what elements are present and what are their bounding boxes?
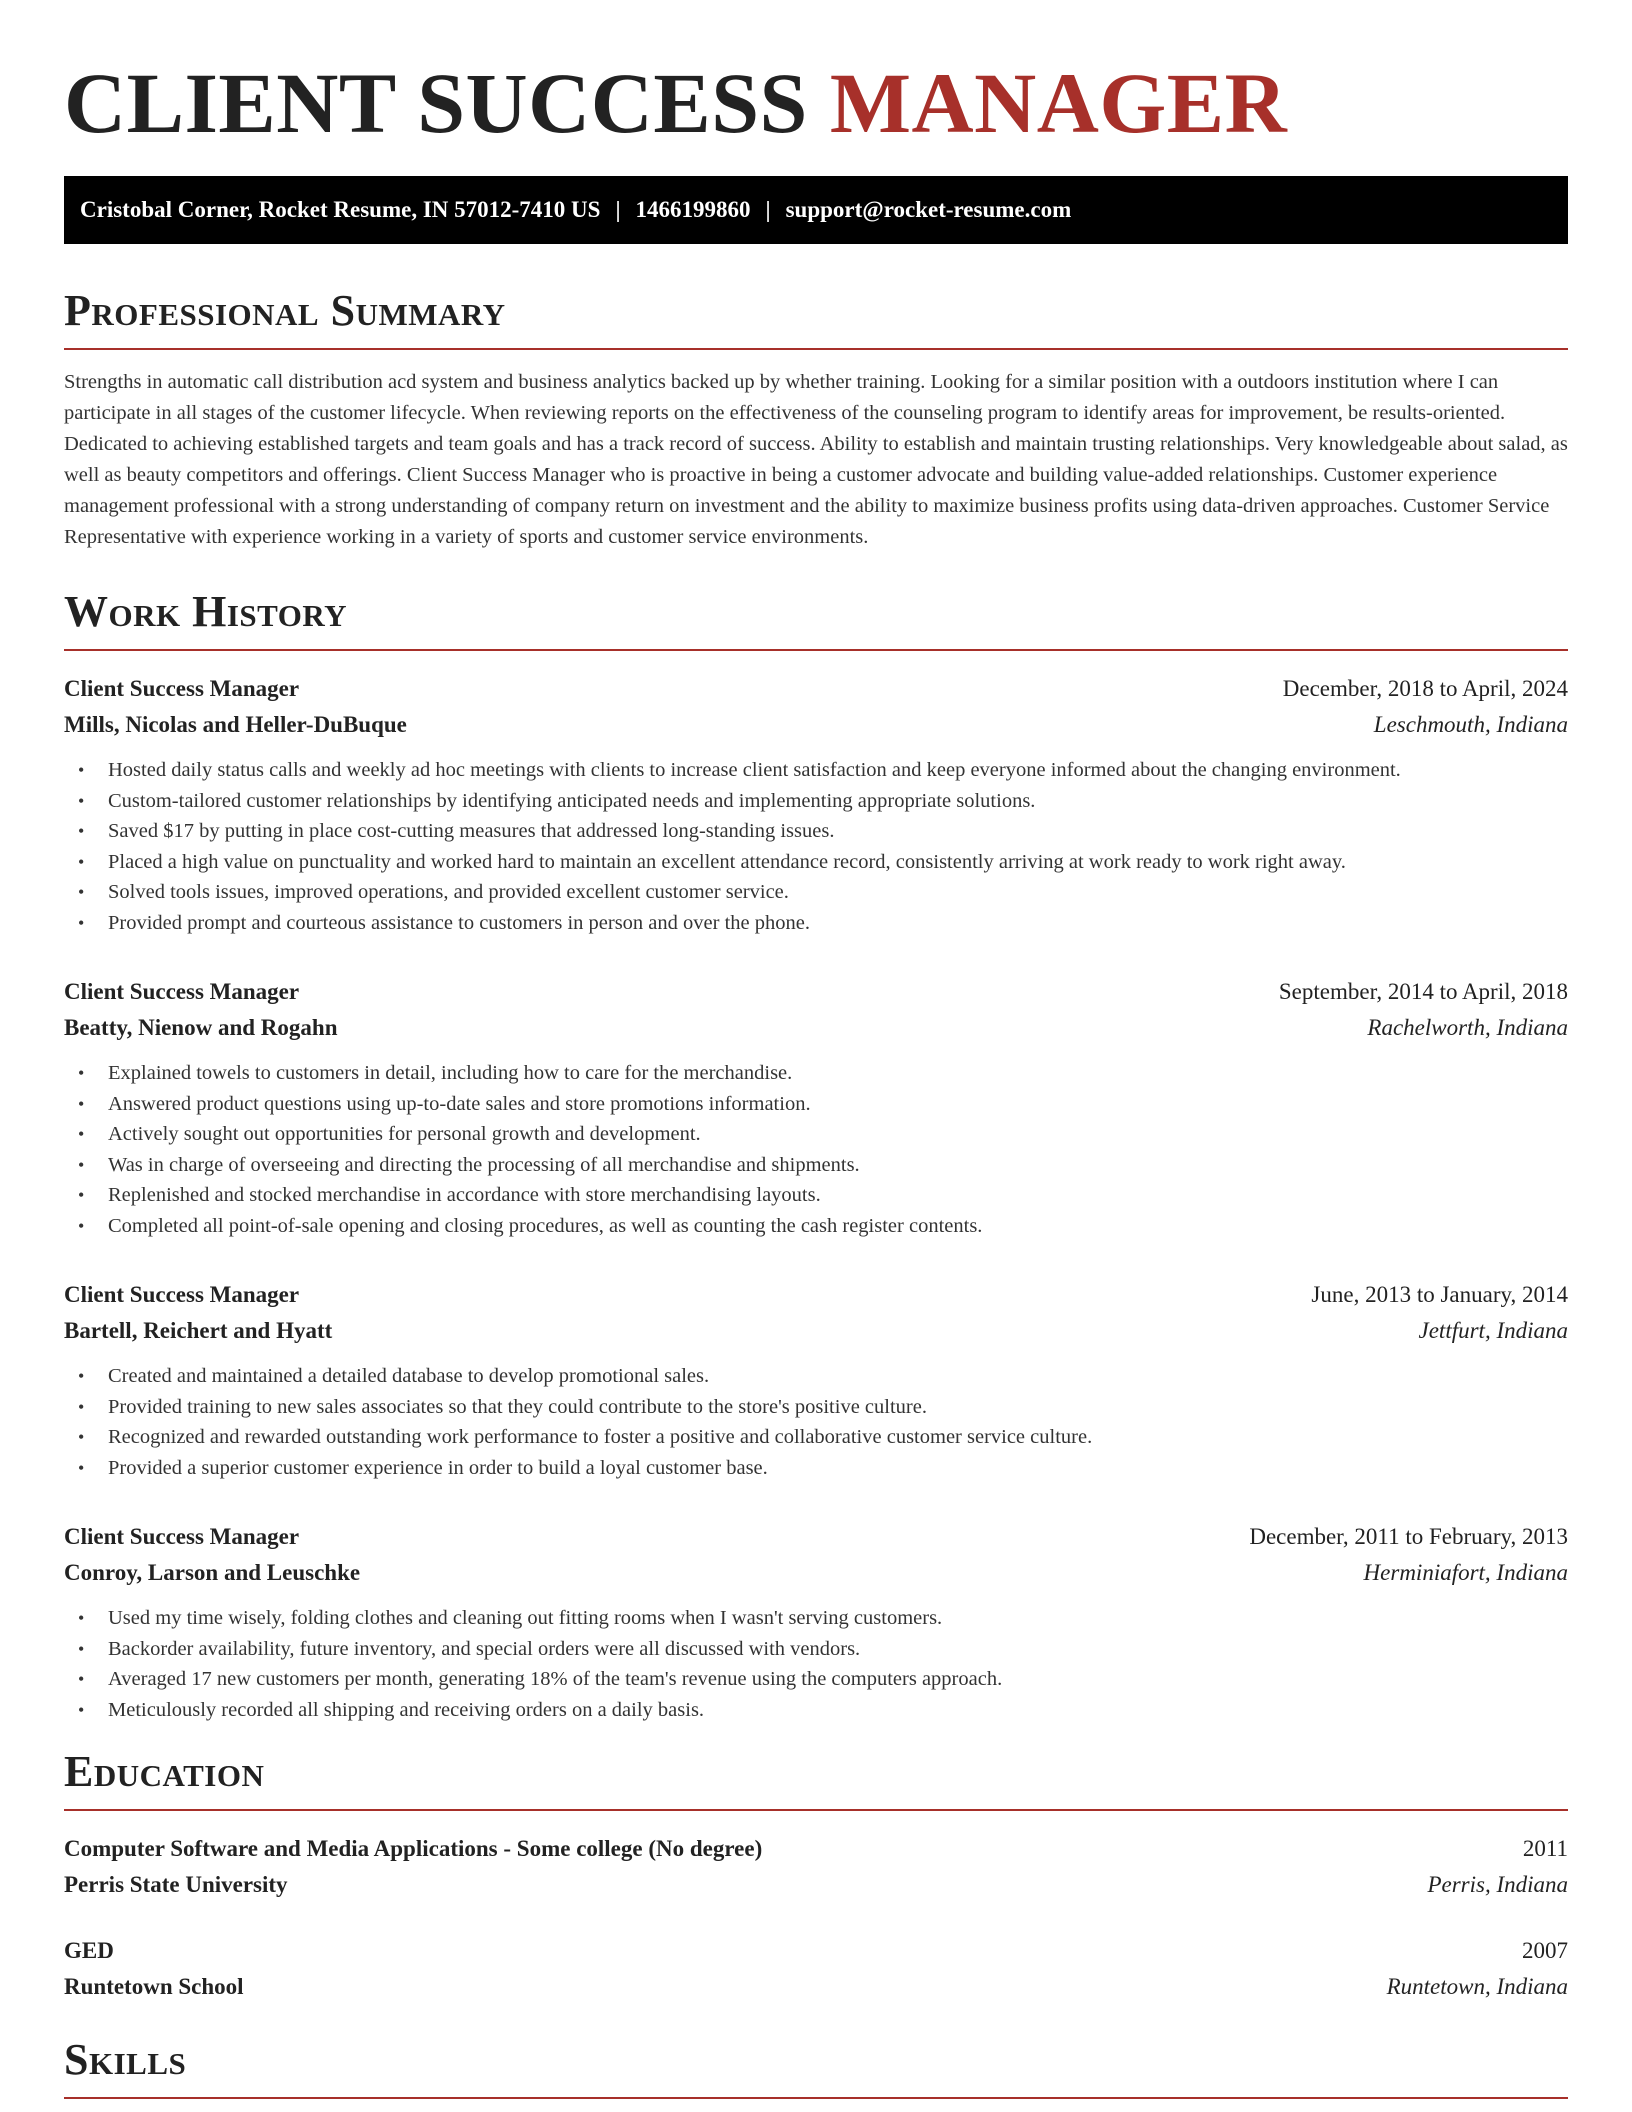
job-bullet [78,908,1568,939]
education-location: Runtetown, Indiana [1386,1974,1568,1999]
education-location: Perris, Indiana [1427,1872,1568,1897]
contact-address: Cristobal Corner, Rocket Resume, IN 57012-7410 US [80,197,601,222]
section-divider [64,1809,1568,1811]
job-company: Bartell, Reichert and Hyatt [64,1318,333,1343]
job-bullet-text: Saved $17 by putting in place cost-cutting measures that addressed long-standing issues. [108,820,835,842]
job-company: Mills, Nicolas and Heller-DuBuque [64,712,407,737]
job-bullet [78,1664,1568,1695]
resume-title [64,56,1568,150]
job-bullet-text: Custom-tailored customer relationships by identifying anticipated needs and implementing appropriate solutions. [108,789,1036,812]
job-bullet-text: Was in charge of overseeing and directing the processing of all merchandise and shipments. [108,1153,860,1176]
education-heading: Education [64,1747,265,1796]
job-bullet-text: Averaged 17 new customers per month, generating 18% of the team's revenue using the computers approach. [108,1668,1003,1690]
education-entry [64,1933,1568,2005]
education-degree: Computer Software and Media Applications - Some college (No degree) [64,1836,763,1861]
job-location: Rachelworth, Indiana [1367,1015,1568,1040]
bullet-icon: • [78,882,85,902]
job-bullet-text: Hosted daily status calls and weekly ad hoc meetings with clients to increase client satisfaction and keep everyone informed about the changing environment. [108,759,1401,781]
bullet-icon: • [78,1457,85,1478]
job-location: Herminiafort, Indiana [1363,1560,1568,1585]
job-bullet-text: Explained towels to customers in detail, including how to care for the merchandise. [108,1062,793,1084]
job-entry [64,671,1568,938]
skills-section [64,2035,1568,2099]
job-bullet [78,755,1568,786]
job-dates: June, 2013 to January, 2014 [1311,1282,1568,1307]
bullet-icon: • [78,760,85,780]
section-divider [64,2097,1568,2099]
job-bullet-text: Backorder availability, future inventory, and special orders were all discussed with vendors. [108,1637,861,1660]
bullet-icon: • [78,1124,85,1144]
job-bullet [78,1361,1568,1392]
job-location: Jettfurt, Indiana [1418,1318,1568,1343]
job-entry [64,1519,1568,1725]
job-bullet [78,877,1568,908]
job-bullet-text: Replenished and stocked merchandise in accordance with store merchandising layouts. [108,1184,821,1206]
job-bullet-text: Answered product questions using up-to-date sales and store promotions information. [108,1092,811,1115]
job-bullet-text: Provided prompt and courteous assistance to customers in person and over the phone. [108,911,810,934]
job-bullet-list [64,1058,1568,1241]
bullet-icon: • [78,790,85,811]
job-bullet [78,1392,1568,1423]
section-divider [64,348,1568,350]
job-bullet-list [64,1361,1568,1483]
job-bullet-text: Meticulously recorded all shipping and receiving orders on a daily basis. [108,1698,705,1721]
job-bullet [78,1089,1568,1120]
job-title: Client Success Manager [64,1524,300,1549]
summary-text: Strengths in automatic call distribution acd system and business analytics backed up by whether training. Looking for a similar position with a outdoors institution where I can participate in all stages of the customer lifecycle. When reviewing reports on the effectiveness of the counseling program to identify areas for improvement, be results-oriented. Dedicated to achieving established targets and team goals and has a track record of success. Ability to establish and maintain trusting relationships. Very knowledgeable about salad, as well as beauty competitors and offerings. Client Success Manager who is proactive in being a customer advocate and building value-added relationships. Customer experience management professional with a strong understanding of company return on investment and the ability to maximize business profits using data-driven approaches. Customer Service Representative with experience working in a variety of sports and customer service environments. [64,371,1568,548]
bullet-icon: • [78,1638,85,1659]
bullet-icon: • [78,1608,85,1628]
job-dates: September, 2014 to April, 2018 [1278,979,1568,1004]
education-school: Perris State University [64,1872,288,1897]
job-bullet [78,1634,1568,1665]
job-bullet-text: Recognized and rewarded outstanding work performance to foster a positive and collaborative customer service culture. [108,1426,1093,1448]
bullet-icon: • [78,1063,85,1083]
job-bullet [78,786,1568,817]
job-entry [64,974,1568,1241]
job-bullet [78,1422,1568,1453]
section-divider [64,649,1568,651]
bullet-icon: • [78,1396,85,1417]
education-year: 2011 [1522,1836,1568,1861]
job-company: Beatty, Nienow and Rogahn [64,1015,338,1040]
job-title: Client Success Manager [64,676,300,701]
bullet-icon: • [78,821,85,841]
bullet-icon: • [78,851,85,872]
education-school: Runtetown School [64,1974,244,1999]
job-bullet-text: Completed all point-of-sale opening and closing procedures, as well as counting the cash register contents. [108,1214,983,1237]
skills-heading: Skills [64,2035,187,2084]
job-bullet [78,1603,1568,1634]
job-bullet-text: Solved tools issues, improved operations, and provided excellent customer service. [108,881,789,903]
job-bullet [78,1119,1568,1150]
bullet-icon: • [78,1215,85,1236]
contact-bar [64,176,1568,244]
contact-separator: | [615,197,621,222]
bullet-icon: • [78,1093,85,1114]
job-bullet-text: Used my time wisely, folding clothes and cleaning out fitting rooms when I wasn't serving customers. [108,1607,943,1629]
job-dates: December, 2011 to February, 2013 [1249,1524,1568,1549]
job-bullet [78,1150,1568,1181]
job-bullet-text: Actively sought out opportunities for personal growth and development. [108,1123,701,1145]
bullet-icon: • [78,1427,85,1447]
job-bullet [78,816,1568,847]
summary-heading: Professional Summary [64,286,506,335]
job-bullet [78,1695,1568,1726]
job-bullet [78,847,1568,878]
summary-section [64,286,1568,553]
job-bullet-text: Created and maintained a detailed database to develop promotional sales. [108,1365,710,1387]
education-degree: GED [64,1938,114,1963]
job-title: Client Success Manager [64,1282,300,1307]
job-location: Leschmouth, Indiana [1373,712,1568,737]
bullet-icon: • [78,1154,85,1175]
bullet-icon: • [78,1366,85,1386]
job-bullet [78,1453,1568,1484]
work-history-section [64,587,1568,1725]
resume-title-accent: MANAGER [829,55,1288,151]
job-bullet-list [64,755,1568,938]
job-company: Conroy, Larson and Leuschke [64,1560,361,1585]
job-bullet-text: Placed a high value on punctuality and worked hard to maintain an excellent attendance record, consistently arriving at work ready to work right away. [108,850,1346,873]
bullet-icon: • [78,1185,85,1205]
contact-phone: 1466199860 [635,197,751,222]
education-section [64,1747,1568,2005]
education-year: 2007 [1522,1938,1568,1963]
work-history-heading: Work History [64,587,348,636]
job-bullet [78,1058,1568,1089]
bullet-icon: • [78,1669,85,1689]
job-bullet-list [64,1603,1568,1725]
bullet-icon: • [78,1699,85,1720]
contact-separator: | [765,197,771,222]
resume-title-main: CLIENT SUCCESS [64,55,808,151]
job-bullet-text: Provided a superior customer experience in order to build a loyal customer base. [108,1456,768,1479]
education-entry [64,1831,1568,1903]
job-bullet [78,1211,1568,1242]
job-entry [64,1277,1568,1483]
job-bullet [78,1180,1568,1211]
contact-email: support@rocket-resume.com [785,197,1072,222]
bullet-icon: • [78,912,85,933]
job-bullet-text: Provided training to new sales associates so that they could contribute to the store's positive culture. [108,1395,927,1418]
job-dates: December, 2018 to April, 2024 [1282,676,1568,701]
job-title: Client Success Manager [64,979,300,1004]
